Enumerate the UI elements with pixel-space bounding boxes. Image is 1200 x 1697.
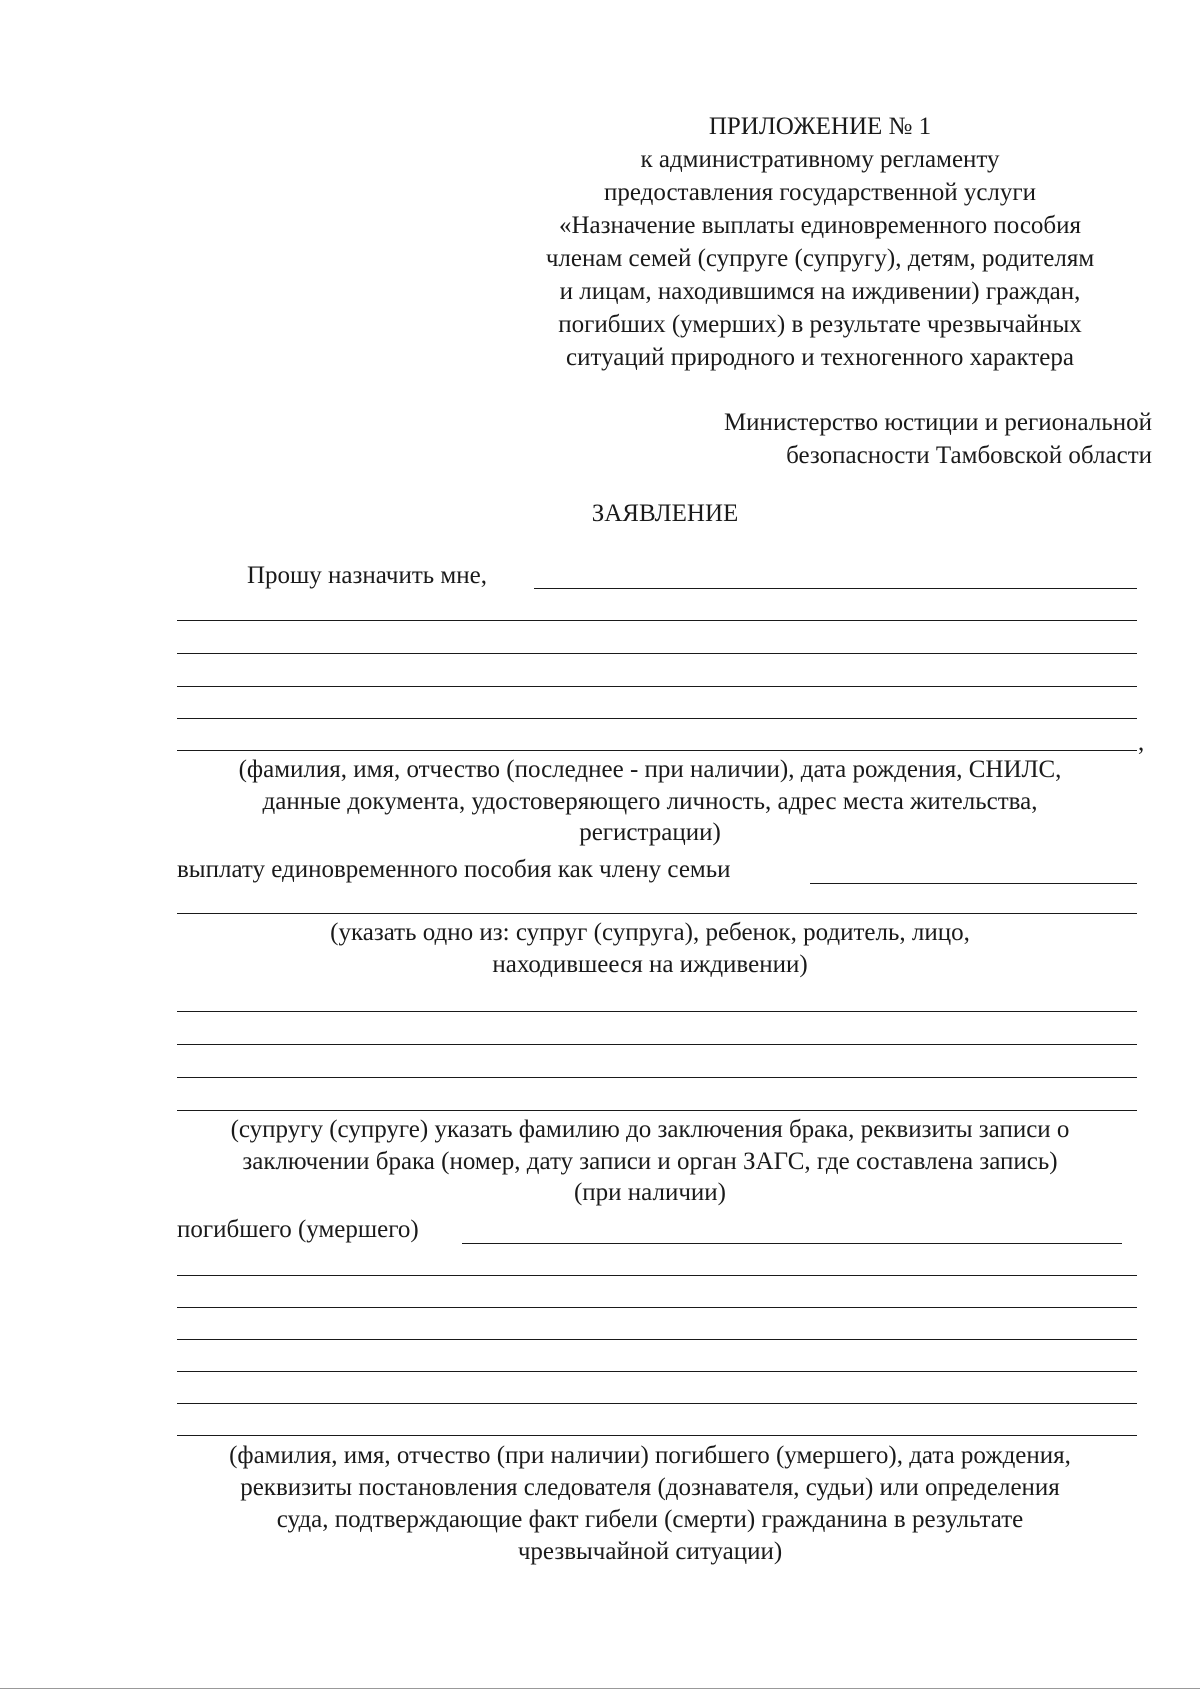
hint-line: (фамилия, имя, отчество (при наличии) погибшего (умершего), дата рождения, <box>229 1442 1071 1469</box>
trailing-comma: , <box>1138 729 1145 756</box>
addressee-line: безопасности Тамбовской области <box>786 442 1152 469</box>
deceased-field-line[interactable] <box>177 1339 1137 1340</box>
deceased-field-line[interactable] <box>177 1403 1137 1404</box>
hint-line: (супругу (супруге) указать фамилию до заключения брака, реквизиты записи о <box>230 1116 1070 1143</box>
appendix-line: членам семей (супруге (супругу), детям, родителям <box>545 245 1095 272</box>
hint-line: находившееся на иждивении) <box>492 951 808 978</box>
appendix-line: предоставления государственной услуги <box>603 179 1037 206</box>
hint-line: (при наличии) <box>573 1179 727 1206</box>
marriage-field-line[interactable] <box>177 1077 1137 1078</box>
appendix-line: и лицам, находившимся на иждивении) граждан, <box>559 278 1081 305</box>
marriage-field-line[interactable] <box>177 1110 1137 1111</box>
appendix-line: ситуаций природного и техногенного характера <box>566 344 1074 371</box>
hint-line: суда, подтверждающие факт гибели (смерти) гражданина в результате <box>276 1506 1024 1533</box>
deceased-field-line[interactable] <box>177 1307 1137 1308</box>
applicant-field-line[interactable] <box>177 750 1137 751</box>
marriage-field-line[interactable] <box>177 1011 1137 1012</box>
deceased-field-line[interactable] <box>177 1435 1137 1436</box>
applicant-field-line[interactable] <box>177 653 1137 654</box>
appendix-line: «Назначение выплаты единовременного пособия <box>558 212 1082 239</box>
appendix-line: ПРИЛОЖЕНИЕ № 1 <box>708 113 932 140</box>
deceased-field-line[interactable] <box>177 1371 1137 1372</box>
family-member-field-line[interactable] <box>810 883 1137 884</box>
hint-line: данные документа, удостоверяющего личность, адрес места жительства, <box>262 788 1038 815</box>
applicant-field-line[interactable] <box>534 588 1137 589</box>
deceased-field-line[interactable] <box>462 1243 1122 1244</box>
applicant-lead: Прошу назначить мне, <box>247 562 487 589</box>
appendix-line: погибших (умерших) в результате чрезвычайных <box>558 311 1082 338</box>
scan-edge-line <box>0 1688 1200 1689</box>
applicant-field-line[interactable] <box>177 620 1137 621</box>
addressee-line: Министерство юстиции и региональной <box>723 409 1152 436</box>
appendix-line: к административному регламенту <box>640 146 1000 173</box>
deceased-lead: погибшего (умершего) <box>177 1216 419 1243</box>
family-member-field-line[interactable] <box>177 913 1137 914</box>
hint-line: реквизиты постановления следователя (дознавателя, судьи) или определения <box>240 1474 1060 1501</box>
applicant-field-line[interactable] <box>177 686 1137 687</box>
document-title: ЗАЯВЛЕНИЕ <box>591 500 739 527</box>
hint-line: (указать одно из: супруг (супруга), ребенок, родитель, лицо, <box>330 919 970 946</box>
deceased-field-line[interactable] <box>177 1275 1137 1276</box>
family-member-lead: выплату единовременного пособия как члену семьи <box>177 856 731 883</box>
hint-line: чрезвычайной ситуации) <box>517 1538 783 1565</box>
applicant-field-line[interactable] <box>177 718 1137 719</box>
hint-line: заключении брака (номер, дату записи и орган ЗАГС, где составлена запись) <box>242 1148 1058 1175</box>
hint-line: (фамилия, имя, отчество (последнее - при наличии), дата рождения, СНИЛС, <box>238 756 1062 783</box>
marriage-field-line[interactable] <box>177 1044 1137 1045</box>
hint-line: регистрации) <box>579 819 721 846</box>
